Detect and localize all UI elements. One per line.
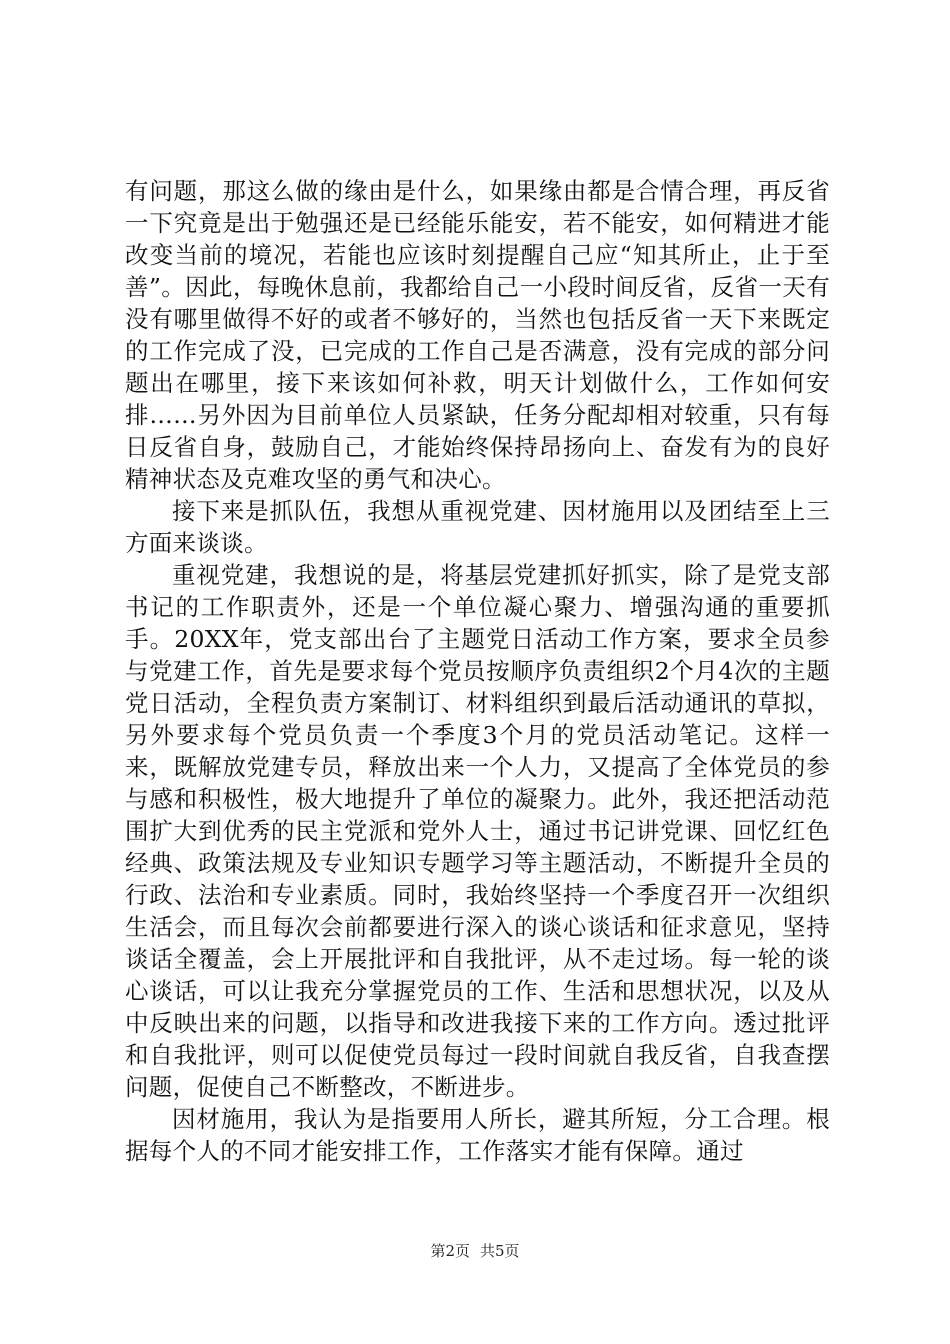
paragraph-2: 接下来是抓队伍，我想从重视党建、因材施用以及团结至上三方面来谈谈。: [125, 497, 830, 557]
page-total: 共5页: [480, 1242, 520, 1260]
paragraph-4: 因材施用，我认为是指要用人所长，避其所短，分工合理。根据每个人的不同才能安排工作，工作落实才能有保障。通过: [125, 1105, 830, 1165]
paragraph-3: 重视党建，我想说的是，将基层党建抓好抓实，除了是党支部书记的工作职责外，还是一个单位凝心聚力、增强沟通的重要抓手。20XX年，党支部出台了主题党日活动工作方案，要求全员参与党建工作，首先是要求每个党员按顺序负责组织2个月4次的主题党日活动，全程负责方案制订、材料组织到最后活动通讯的草拟，另外要求每个党员负责一个季度3个月的党员活动笔记。这样一来，既解放党建专员，释放出来一个人力，又提高了全体党员的参与感和积极性，极大地提升了单位的凝聚力。此外，我还把活动范围扩大到优秀的民主党派和党外人士，通过书记讲党课、回忆红色经典、政策法规及专业知识专题学习等主题活动，不断提升全员的行政、法治和专业素质。同时，我始终坚持一个季度召开一次组织生活会，而且每次会前都要进行深入的谈心谈话和征求意见，坚持谈话全覆盖，会上开展批评和自我批评，从不走过场。每一轮的谈心谈话，可以让我充分掌握党员的工作、生活和思想状况，以及从中反映出来的问题，以指导和改进我接下来的工作方向。透过批评和自我批评，则可以促使党员每过一段时间就自我反省，自我查摆问题，促使自己不断整改，不断进步。: [125, 561, 830, 1101]
document-body: [125, 175, 830, 1167]
page-number: 第2页: [430, 1242, 470, 1260]
paragraph-1: 有问题，那这么做的缘由是什么，如果缘由都是合情合理，再反省一下究竟是出于勉强还是已经能乐能安，若不能安，如何精进才能改变当前的境况，若能也应该时刻提醒自己应“知其所止，止于至善”。因此，每晚休息前，我都给自己一小段时间反省，反省一天有没有哪里做得不好的或者不够好的，当然也包括反省一天下来既定的工作完成了没，已完成的工作自己是否满意，没有完成的部分问题出在哪里，接下来该如何补救，明天计划做什么，工作如何安排……另外因为目前单位人员紧缺，任务分配却相对较重，只有每日反省自身，鼓励自己，才能始终保持昂扬向上、奋发有为的良好精神状态及克难攻坚的勇气和决心。: [125, 177, 830, 493]
page-footer: [0, 1241, 950, 1261]
